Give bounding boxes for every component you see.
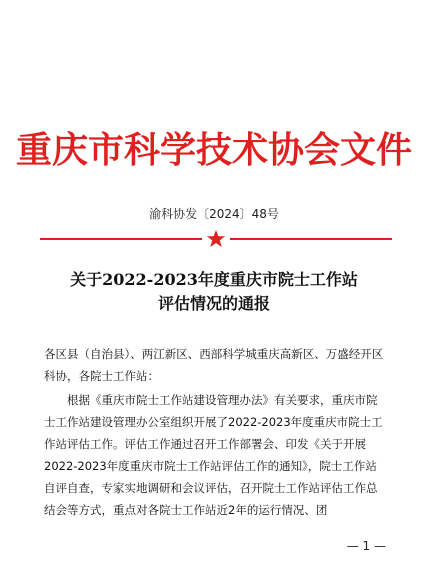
addressee: 各区县（自治县）、两江新区、西部科学城重庆高新区、万盛经开区科协，各院士工作站： [44, 347, 384, 383]
page-number: — 1 — [346, 539, 386, 553]
divider-line-left [40, 238, 202, 240]
title-line-1: 关于2022-2023年度重庆市院士工作站 [70, 270, 358, 289]
document-body [44, 343, 384, 521]
document-title [0, 268, 428, 316]
red-divider [40, 232, 392, 246]
organization-title: 重庆市科学技术协会文件 [15, 129, 412, 171]
title-line-2: 评估情况的通报 [157, 294, 270, 313]
body-paragraph-1: 根据《重庆市院士工作站建设管理办法》有关要求，重庆市院士工作站建设管理办公室组织开展了2022-2023年度重庆市院士工作站评估工作。评估工作通过召开工作部署会、印发《关于开展2022-2023年度重庆市院士工作站评估工作的通知》，院士工作站自评自查，专家实地调研和会议评估，召开院士工作站评估工作总结会等方式，重点对各院士工作站近2年的运行情况、团 [44, 393, 383, 517]
star-icon [206, 229, 226, 249]
divider-line-right [230, 238, 392, 240]
document-number: 渝科协发〔2024〕48号 [149, 207, 279, 221]
